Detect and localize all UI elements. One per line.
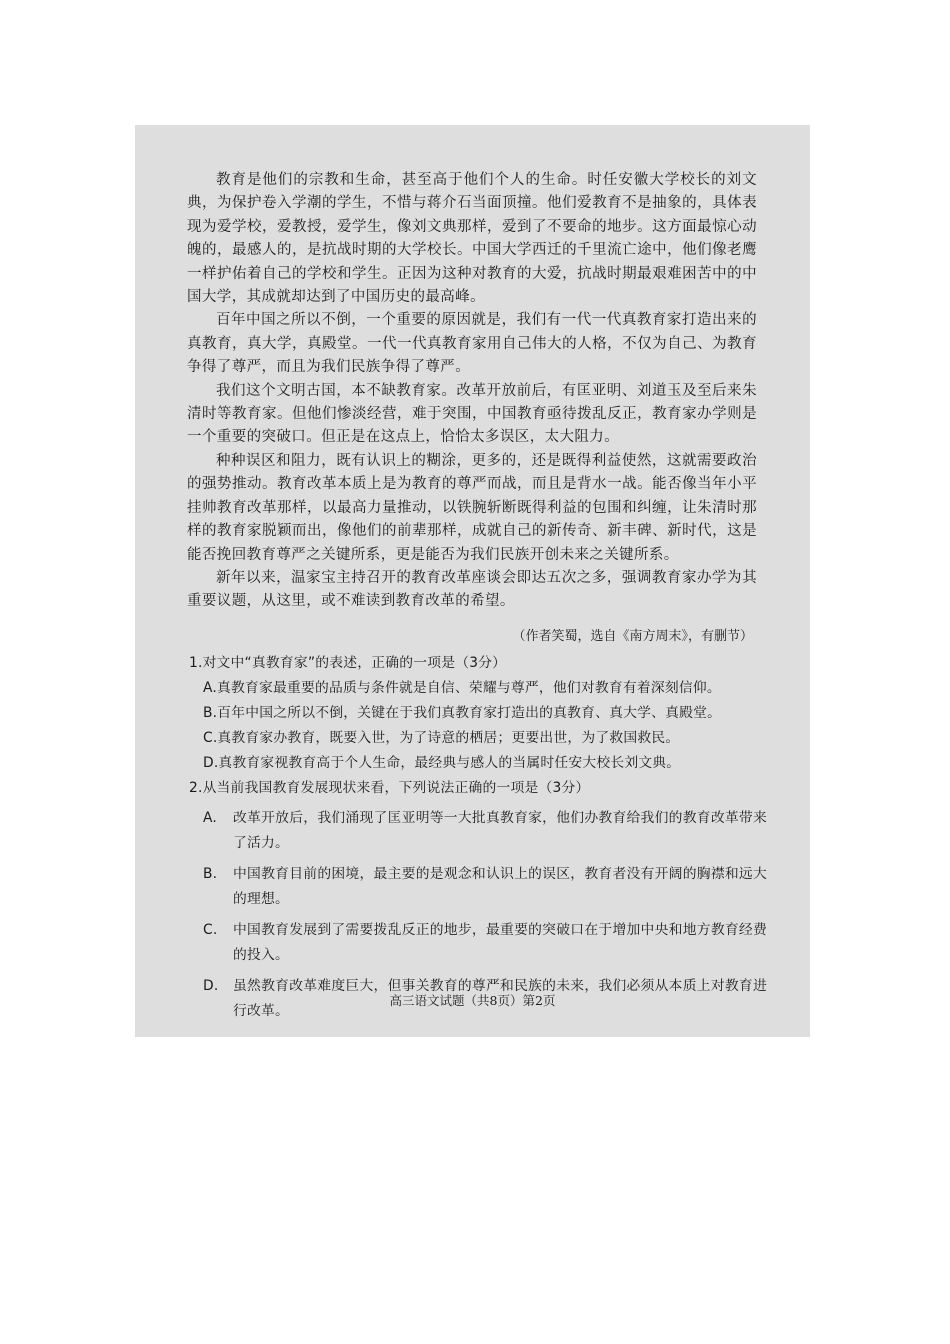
option-a: A.真教育家最重要的品质与条件就是自信、荣耀与尊严，他们对教育有着深刻信仰。 [203,680,721,696]
passage-source: （作者笑蜀，选自《南方周末》，有删节） [512,629,753,644]
passage-paragraph-4: 种种误区和阻力，既有认识上的糊涂，更多的，还是既得利益使然，这就需要政治的强势推动。教育改革本质上是为教育的尊严而战，而且是背水一战。能否像当年小平挂帅教育改革那样，以最高力量推动，以铁腕斩断既得利益的包围和纠缠，让朱清时那样的教育家脱颖而出，像他们的前辈那样，成就自己的新传奇、新丰碑、新时代，这是能否挽回教育尊严之关键所系，更是能否为我们民族开创未来之关键所系。 [187,452,757,563]
option-text: 中国教育发展到了需要拨乱反正的地步，最重要的突破口在于增加中央和地方教育经费的投入。 [233,922,767,963]
passage-paragraph-2: 百年中国之所以不倒，一个重要的原因就是，我们有一代一代真教育家打造出来的真教育，真大学，真殿堂。一代一代真教育家用自己伟大的人格，不仅为自己、为教育争得了尊严，而且为我们民族争得了尊严。 [187,312,757,376]
question-stem: 2.从当前我国教育发展现状来看，下列说法正确的一项是（3分） [189,780,590,796]
question-1 [189,651,767,776]
option-letter: C. [203,922,218,938]
passage-paragraph-5: 新年以来，温家宝主持召开的教育改革座谈会即达五次之多，强调教育家办学为其重要议题，从这里，或不难读到教育改革的希望。 [187,569,757,610]
scanned-exam-page [135,125,810,1037]
option-letter: B. [203,866,218,882]
option-b: B.百年中国之所以不倒，关键在于我们真教育家打造出的真教育、真大学、真殿堂。 [203,705,722,721]
option-text: 中国教育目前的困境，最主要的是观念和认识上的误区，教育者没有开阔的胸襟和远大的理想。 [233,866,767,907]
option-d: D.真教育家视教育高于个人生命，最经典与感人的当属时任安大校长刘文典。 [203,755,681,771]
passage-paragraph-1: 教育是他们的宗教和生命，甚至高于他们个人的生命。时任安徽大学校长的刘文典，为保护卷入学潮的学生，不惜与蒋介石当面顶撞。他们爱教育不是抽象的，具体表现为爱学校，爱教授，爱学生，像刘文典那样，爱到了不要命的地步。这方面最惊心动魄的，最感人的，是抗战时期的大学校长。中国大学西迁的千里流亡途中，他们像老鹰一样护佑着自己的学校和学生。正因为这种对教育的大爱，抗战时期最艰难困苦中的中国大学，其成就却达到了中国历史的最高峰。 [187,172,757,306]
question-2 [189,776,767,1024]
option-letter: D. [203,978,219,994]
option-b [189,862,767,912]
page-footer: 高三语文试题（共8页）第2页 [389,993,556,1008]
option-a [189,806,767,856]
question-list [189,651,767,1030]
reading-passage [187,169,757,614]
passage-paragraph-3: 我们这个文明古国，本不缺教育家。改革开放前后，有匡亚明、刘道玉及至后来朱清时等教育家。但他们惨淡经营，难于突围，中国教育亟待拨乱反正，教育家办学则是一个重要的突破口。但正是在这点上，恰恰太多误区，太大阻力。 [187,382,757,446]
option-letter: A. [203,810,217,826]
option-text: 虽然教育改革难度巨大，但事关教育的尊严和民族的未来，我们必须从本质上对教育进行改革。 [233,978,767,1019]
question-stem: 1.对文中“真教育家”的表述，正确的一项是（3分） [189,655,507,671]
option-c [189,918,767,968]
option-text: 改革开放后，我们涌现了匡亚明等一大批真教育家，他们办教育给我们的教育改革带来了活力。 [233,810,767,851]
option-c: C.真教育家办教育，既要入世，为了诗意的栖居；更要出世，为了救国救民。 [203,730,680,746]
